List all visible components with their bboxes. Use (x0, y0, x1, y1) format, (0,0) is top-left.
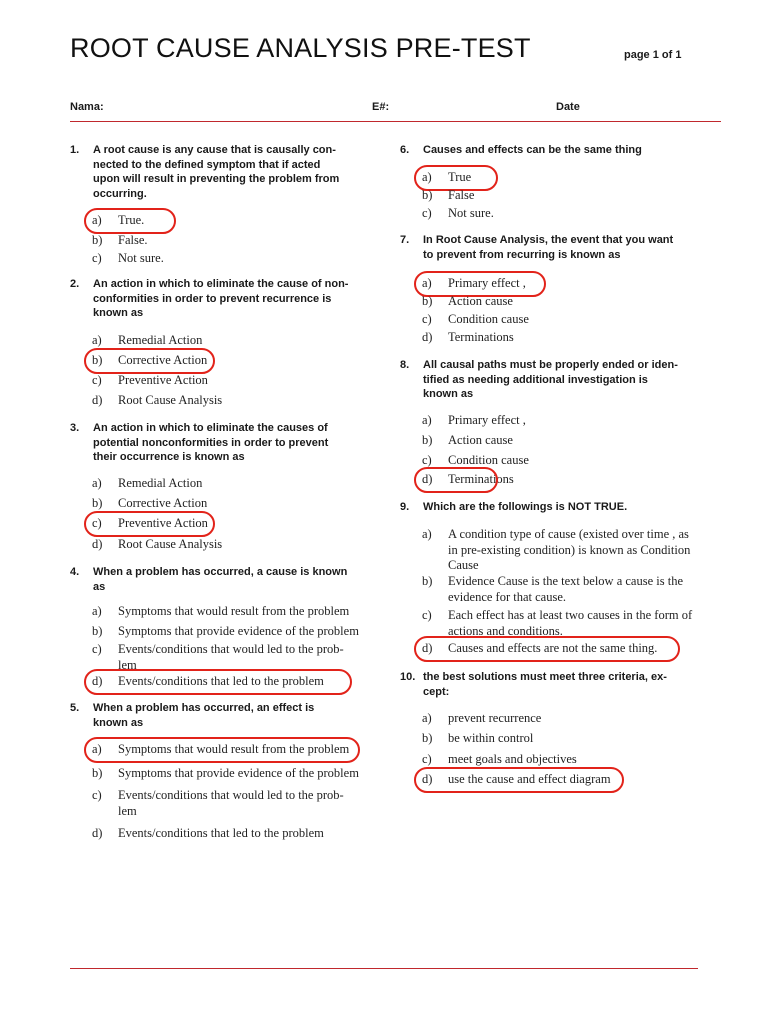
option-letter: d) (92, 674, 103, 688)
option-text: Corrective Action (118, 496, 208, 510)
option-letter: d) (422, 330, 433, 344)
option-text: be within control (448, 731, 534, 745)
answer-circle-mark (84, 511, 215, 537)
option-text: use the cause and effect diagram (448, 772, 611, 786)
option-text: Preventive Action (118, 516, 208, 530)
question-text: known as (93, 307, 144, 319)
option-letter: b) (92, 496, 103, 510)
e-number-label: E#: (372, 101, 390, 113)
option-letter: c) (422, 453, 432, 467)
option-letter: b) (92, 233, 103, 247)
option-letter: a) (92, 476, 102, 490)
option-text: Action cause (448, 433, 513, 447)
question-text: All causal paths must be properly ended or iden- (423, 359, 678, 371)
question-number: 2. (70, 278, 80, 290)
option-text: Primary effect , (448, 276, 526, 290)
option-text: Symptoms that would result from the problem (118, 742, 350, 756)
option-text: Not sure. (448, 206, 494, 220)
question-number: 8. (400, 359, 410, 371)
option-text: True (448, 170, 472, 184)
option-text: Primary effect , (448, 413, 526, 427)
option-letter: b) (422, 574, 433, 588)
question-text: cept: (423, 685, 450, 698)
answer-circle-mark (414, 165, 498, 191)
question-text: When a problem has occurred, an effect is (93, 702, 315, 714)
question-text: as (93, 580, 106, 593)
question-text: Which are the followings is NOT TRUE. (423, 501, 628, 513)
option-text: Cause (448, 558, 479, 572)
option-letter: a) (422, 276, 432, 290)
option-letter: b) (92, 353, 103, 367)
option-text: Action cause (448, 294, 513, 308)
option-letter: c) (92, 788, 102, 802)
option-text: False. (118, 233, 148, 247)
option-text: Evidence Cause is the text below a cause is the (448, 574, 683, 588)
option-text: Events/conditions that would led to the prob- (118, 642, 344, 656)
question-text: the best solutions must meet three criteria, ex- (423, 671, 667, 683)
option-text: Causes and effects are not the same thing. (448, 641, 658, 655)
option-letter: c) (92, 373, 102, 387)
question-number: 3. (70, 422, 80, 434)
question-number: 6. (400, 144, 410, 156)
option-letter: d) (92, 826, 103, 840)
option-text: Each effect has at least two causes in the form of (448, 608, 693, 622)
question-text: nected to the defined symptom that if acted (93, 158, 321, 171)
option-text: Condition cause (448, 312, 529, 326)
answer-circle-mark (414, 636, 680, 662)
option-text: Remedial Action (118, 476, 203, 490)
option-letter: b) (92, 766, 103, 780)
option-text: lem (118, 657, 137, 672)
option-letter: a) (422, 170, 432, 184)
option-letter: d) (422, 472, 433, 486)
option-text: prevent recurrence (448, 711, 542, 725)
option-text: Corrective Action (118, 353, 208, 367)
answer-circle-mark (414, 767, 624, 793)
question-text: In Root Cause Analysis, the event that you want (423, 234, 674, 246)
option-letter: d) (92, 393, 103, 407)
question-text: potential nonconformities in order to prevent (93, 436, 329, 449)
answer-circle-mark (84, 208, 176, 234)
answer-circle-mark (414, 467, 498, 493)
option-letter: a) (92, 213, 102, 227)
option-letter: a) (92, 333, 102, 347)
page-title: ROOT CAUSE ANALYSIS PRE-TEST (70, 33, 531, 63)
option-letter: d) (422, 641, 433, 655)
question-number: 4. (70, 566, 80, 578)
option-letter: d) (422, 772, 433, 786)
option-letter: b) (422, 188, 433, 202)
question-text: An action in which to eliminate the cause of non- (93, 278, 349, 290)
question-text: tified as needing additional investigation is (423, 373, 648, 386)
question-text: their occurrence is known as (93, 451, 245, 463)
option-letter: b) (422, 294, 433, 308)
question-number: 7. (400, 234, 410, 246)
option-text: Events/conditions that would led to the prob- (118, 788, 344, 802)
option-letter: a) (422, 711, 432, 725)
option-text: Condition cause (448, 453, 529, 467)
option-text: meet goals and objectives (448, 752, 577, 766)
footer-rule (70, 968, 698, 969)
option-letter: c) (92, 516, 102, 530)
option-letter: a) (92, 742, 102, 756)
option-letter: c) (92, 642, 102, 656)
name-label: Nama: (70, 101, 104, 113)
option-text: Symptoms that would result from the problem (118, 604, 350, 618)
answer-circle-mark (84, 348, 215, 374)
option-letter: c) (422, 608, 432, 622)
answer-circle-mark (84, 669, 352, 695)
answer-circle-mark (84, 737, 360, 763)
option-letter: c) (422, 752, 432, 766)
option-text: Symptoms that provide evidence of the problem (118, 624, 359, 638)
option-letter: c) (422, 206, 432, 220)
option-text: Terminations (448, 472, 514, 486)
option-letter: a) (422, 527, 432, 541)
date-label: Date (556, 101, 580, 113)
question-text: conformities in order to prevent recurrence is (93, 292, 332, 305)
option-text: Root Cause Analysis (118, 537, 223, 551)
option-text: Events/conditions that led to the problem (118, 674, 324, 688)
option-text: Terminations (448, 330, 514, 344)
option-text: True. (118, 213, 145, 227)
option-letter: c) (92, 251, 102, 265)
option-text: Events/conditions that led to the problem (118, 826, 324, 840)
question-text: A root cause is any cause that is causally con- (93, 144, 336, 156)
header-rule (70, 121, 721, 122)
question-number: 10. (400, 671, 416, 683)
answer-circle-mark (414, 271, 546, 297)
option-letter: b) (422, 433, 433, 447)
option-text: False (448, 188, 475, 202)
option-text: Not sure. (118, 251, 164, 265)
option-text: lem (118, 803, 137, 818)
page-number: page 1 of 1 (624, 49, 682, 61)
question-text: to prevent from recurring is known as (423, 248, 621, 261)
option-text: Preventive Action (118, 373, 208, 387)
option-letter: b) (92, 624, 103, 638)
question-number: 5. (70, 702, 80, 714)
option-text: Root Cause Analysis (118, 393, 223, 407)
option-letter: b) (422, 731, 433, 745)
question-text: upon will result in preventing the problem from (93, 173, 340, 185)
question-text: When a problem has occurred, a cause is known (93, 566, 348, 578)
question-text: known as (423, 388, 474, 400)
option-letter: c) (422, 312, 432, 326)
option-text: Remedial Action (118, 333, 203, 347)
question-text: occurring. (93, 187, 147, 200)
option-text: Symptoms that provide evidence of the problem (118, 766, 359, 780)
question-text: An action in which to eliminate the causes of (93, 422, 328, 434)
option-text: actions and conditions. (448, 623, 563, 638)
option-text: evidence for that cause. (448, 589, 566, 604)
question-number: 9. (400, 501, 410, 513)
option-text: A condition type of cause (existed over time , as (448, 527, 689, 541)
question-text: Causes and effects can be the same thing (423, 144, 642, 156)
option-letter: a) (92, 604, 102, 618)
question-text: known as (93, 716, 144, 729)
option-letter: d) (92, 537, 103, 551)
option-letter: a) (422, 413, 432, 427)
option-text: in pre-existing condition) is known as Condition (448, 542, 691, 557)
question-number: 1. (70, 144, 80, 156)
